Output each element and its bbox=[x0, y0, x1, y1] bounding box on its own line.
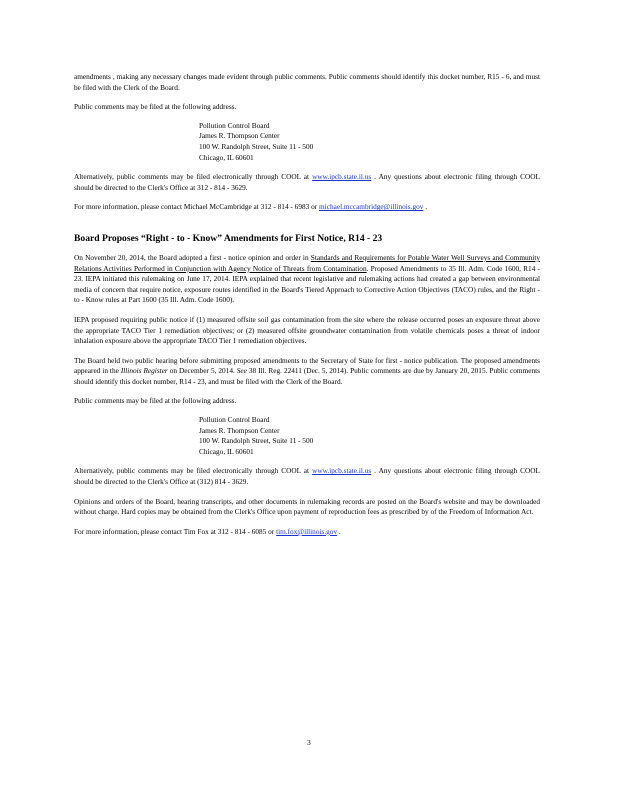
address-line: Chicago, IL 60601 bbox=[199, 152, 254, 162]
hearing-text-continued: 38 Ill. Reg. 22411 (Dec. 5, 2014). Public comments are due by January 20, 2015. Public comments should identify this docket number, R14 - 23, and must be filed with the Clerk of the Board. bbox=[74, 366, 540, 386]
contact-email-link[interactable]: michael.mccambridge@illinois.gov bbox=[319, 202, 424, 212]
address-line: Pollution Control Board bbox=[199, 120, 270, 130]
mailing-address bbox=[199, 415, 540, 457]
iepa-proposal-paragraph: IEPA proposed requiring public notice if (1) measured offsite soil gas contamination from the site where the release occurred poses an exposure threat above the appropriate TACO Tier 1 remediation objectives; or (2) measured offsite groundwater contamination from volatile chemicals poses a threat of indoor inhalation exposure above the appropriate TACO Tier 1 remediation objectives. bbox=[74, 314, 540, 346]
comments-filed-line: Public comments may be filed at the following address. bbox=[74, 102, 237, 112]
address-line: James R. Thompson Center bbox=[199, 131, 280, 141]
opinion-text: On November 20, 2014, the Board adopted a first - notice opinion and order in bbox=[74, 252, 311, 262]
contact-paragraph bbox=[74, 527, 540, 538]
page-content bbox=[74, 72, 540, 537]
hearing-paragraph bbox=[74, 356, 540, 388]
contact-email-link[interactable]: tim.fox@illinois.gov bbox=[276, 526, 338, 536]
page-number: 3 bbox=[307, 738, 311, 747]
opinion-paragraph bbox=[74, 253, 540, 306]
rulemaking-title: Standards and Requirements for Potable Water Well Surveys and Community Relations Activities Performed in Conjunction with Agency Notice of Threats from Contamination bbox=[74, 252, 540, 273]
mailing-address bbox=[199, 121, 540, 163]
electronic-filing-paragraph bbox=[74, 172, 540, 193]
electronic-filing-text: Alternatively, public comments may be filed electronically through COOL at bbox=[74, 172, 313, 182]
electronic-filing-questions: . Any questions about electronic filing through COOL should be directed to the Clerk's Office at 312 - 814 - 3629. bbox=[74, 172, 541, 192]
intro-paragraph: amendments , making any necessary changes made evident through public comments. Public comments should identify this docket number, R15 - 6, and must be filed with the Clerk of the Board. bbox=[74, 72, 540, 92]
cool-website-link[interactable]: www.ipcb.state.il.us bbox=[312, 466, 372, 476]
hearing-date: on December 5, 2014. bbox=[167, 366, 237, 376]
comments-filed-line: Public comments may be filed at the following address. bbox=[74, 396, 237, 406]
contact-text: For more information, please contact Michael McCambridge at 312 - 814 - 6983 or bbox=[74, 202, 319, 212]
cool-website-link[interactable]: www.ipcb.state.il.us bbox=[312, 172, 372, 182]
address-line: James R. Thompson Center bbox=[199, 425, 280, 435]
contact-end: . bbox=[337, 526, 341, 536]
hearing-text: The Board held two public hearing before submitting proposed amendments to the Secretary of State for first - notice publication. The proposed amendments appeared in the bbox=[74, 355, 540, 376]
opinion-text-continued: . Proposed Amendments to 35 Ill. Adm. Code 1600, R14 - 23. IEPA initiated this rulemaking on June 17, 2014. IEPA explained that recent legislative and rulemaking actions had created a gap between environmental media of concern that require notice, exposure routes identified in the Board's Tiered Approach to Corrective Action Objectives (TACO) rules, and the Right - to - Know rules at Part 1600 (35 Ill. Adm. Code 1600). bbox=[74, 263, 540, 305]
citation-signal: See bbox=[236, 366, 247, 376]
contact-text: For more information, please contact Tim Fox at 312 - 814 - 6085 or bbox=[74, 526, 277, 536]
contact-end: . bbox=[423, 202, 428, 212]
contact-paragraph bbox=[74, 202, 540, 213]
journal-name: Illinois Register bbox=[120, 366, 168, 376]
address-line: 100 W. Randolph Street, Suite 11 - 500 bbox=[199, 436, 314, 446]
electronic-filing-paragraph bbox=[74, 466, 540, 487]
address-line: Pollution Control Board bbox=[199, 415, 270, 425]
electronic-filing-questions: . Any questions about electronic filing through COOL should be directed to the Clerk's Office at (312) 814 - 3629. bbox=[74, 466, 541, 487]
address-line: 100 W. Randolph Street, Suite 11 - 500 bbox=[199, 141, 314, 151]
section-heading: Board Proposes “Right - to - Know” Amendments for First Notice, R14 - 23 bbox=[74, 232, 383, 244]
address-line: Chicago, IL 60601 bbox=[199, 446, 254, 456]
opinions-paragraph: Opinions and orders of the Board, hearing transcripts, and other documents in rulemaking records are posted on the Board's website and may be downloaded without charge. Hard copies may be obtained from the Clerk's Office upon payment of reproduction fees as prescribed by of the Freedom of Information Act. bbox=[74, 496, 540, 517]
electronic-filing-text: Alternatively, public comments may be filed electronically through COOL at bbox=[74, 466, 313, 476]
